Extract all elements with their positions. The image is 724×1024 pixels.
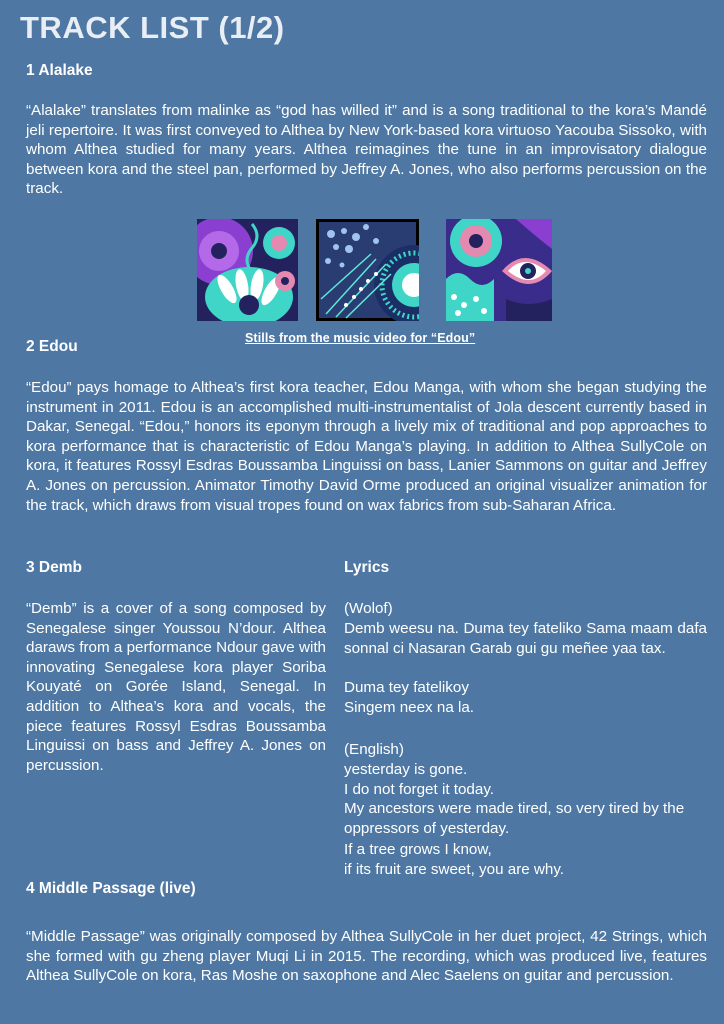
stills-caption: Stills from the music video for “Edou”: [245, 331, 476, 345]
lyrics-wolof-line-2: Duma tey fatelikoy: [344, 679, 469, 696]
still-image-3: [446, 219, 552, 321]
still-image-2: [316, 219, 419, 321]
lyrics-wolof-line-3: Singem neex na la.: [344, 699, 475, 716]
lyrics-english-label: (English): [344, 741, 404, 758]
track-2-heading: 2 Edou: [26, 338, 78, 355]
track-3-heading: 3 Demb: [26, 559, 82, 576]
lyrics-english-line-1: yesterday is gone.: [344, 761, 468, 778]
lyrics-wolof-label: (Wolof): [344, 600, 393, 617]
lyrics-heading: Lyrics: [344, 559, 390, 576]
track-4-description: “Middle Passage” was originally composed by Althea SullyCole in her duet project, 42 Strings, which she formed with gu zheng player Muqi Li in 2015. The recording, which was produced live, features Althea SullyCole on kora, Ras Moshe on saxophone and Alec Saelens on guitar and percussion.: [26, 928, 707, 985]
lyrics-english-line-2: I do not forget it today.: [344, 781, 494, 798]
lyrics-english-line-5: if its fruit are sweet, you are why.: [344, 861, 565, 878]
lyrics-english-line-3: My ancestors were made tired, so very tired by the oppressors of yesterday.: [344, 800, 685, 837]
track-3-description: “Demb” is a cover of a song composed by Senegalese singer Youssou N’dour. Althea daraws from a performance Ndour gave with innovating Senegalese kora player Soriba Kouyaté on Gorée Island, Senegal. In addition to Althea’s kora and vocals, the piece features Rossyl Esdras Boussamba Linguissi on bass and Jeffrey A. Jones on percussion.: [26, 600, 326, 774]
track-4-heading: 4 Middle Passage (live): [26, 880, 196, 897]
video-stills: [197, 219, 552, 321]
track-1-heading: 1 Alalake: [26, 62, 93, 79]
page-title: TRACK LIST (1/2): [20, 10, 285, 45]
track-2-description: “Edou” pays homage to Althea’s first kora teacher, Edou Manga, with whom she began studying the instrument in 2011. Edou is an accomplished multi-instrumentalist of Jola descent currently based in Dakar, Senegal. “Edou,” honors its eponym through a lively mix of traditional and pop approaches to kora performance that is characteristic of Edou Manga’s playing. In addition to Althea SullyCole on kora, it features Rossyl Esdras Boussamba Linguissi on bass, Lanier Sammons on guitar and Jeffrey A. Jones on percussion. Animator Timothy David Orme produced an original visualizer animation for the track, which draws from visual tropes found on wax fabrics from sub-Saharan Africa.: [26, 379, 707, 514]
lyrics-wolof-line-1: Demb weesu na. Duma tey fateliko Sama maam dafa sonnal ci Nasaran Garab gui gu meñee yaa tax.: [344, 620, 707, 657]
track-1-description: “Alalake” translates from malinke as “god has willed it” and is a song traditional to the kora’s Mandé jeli repertoire. It was first conveyed to Althea by New York-based kora virtuoso Yacouba Sissoko, with whom Althea studied for many years. Althea reimagines the tune in an improvisatory dialogue between kora and the steel pan, performed by Jeffrey A. Jones, who also performs percussion on the track.: [26, 102, 707, 198]
still-image-1: [197, 219, 298, 321]
lyrics-english-line-4: If a tree grows I know,: [344, 841, 492, 858]
